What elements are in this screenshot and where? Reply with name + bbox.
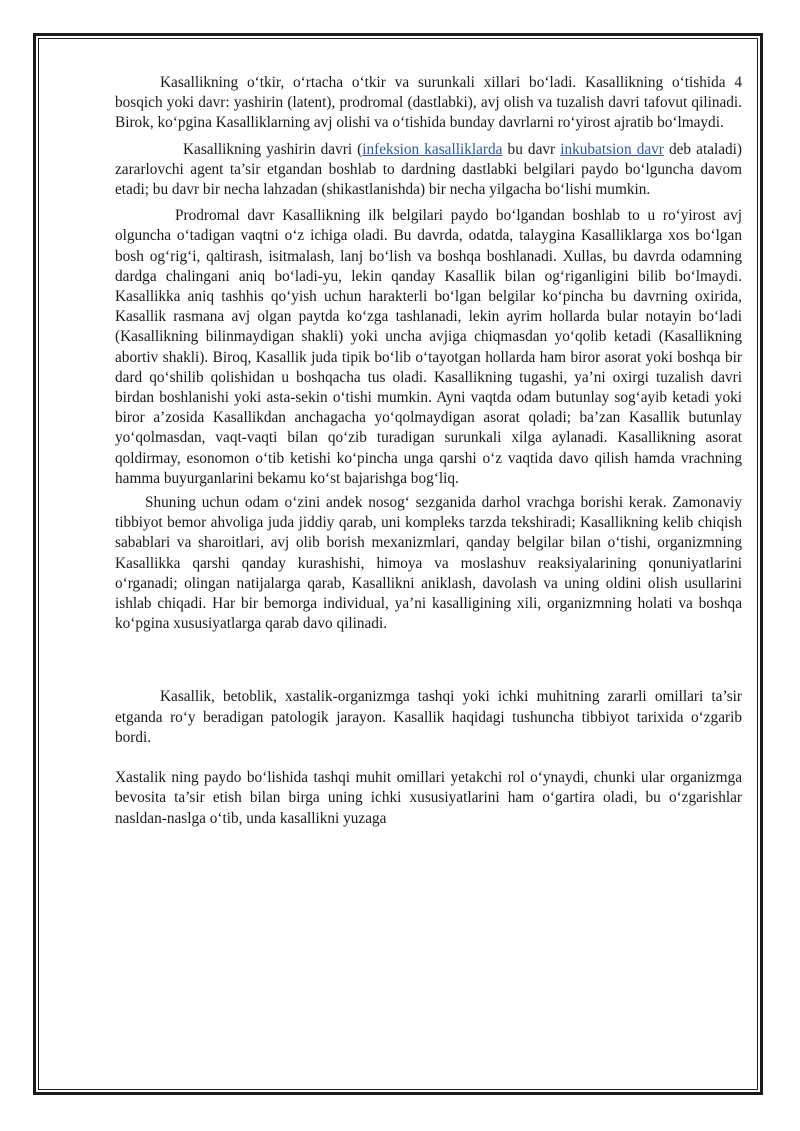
paragraph [115, 140, 742, 201]
paragraph [115, 687, 742, 748]
paragraph-text: deb ataladi) zararlovchi agent ta’sir etgandan boshlab to dardning dastlabki belgilari paydo bo‘lguncha davom etadi; bu davr bir necha lahzadan (shikastlanishda) bir necha yilgacha bo‘lishi mumkin. [115, 140, 743, 199]
link-inkubatsion-davr[interactable]: inkubatsion davr [560, 140, 664, 158]
paragraph-text: bu davr [502, 140, 561, 158]
paragraph-text: Kasallikning o‘tkir, o‘rtacha o‘tkir va surunkali xillari bo‘ladi. Kasallikning o‘tishida 4 bosqich yoki davr: yashirin (latent), prodromal (dastlabki), avj olish va tuzalish davri tafovut qilinadi. Birok, ko‘pgina Kasalliklarning avj olishi va o‘tishida bunday davrlarni ro‘yirost ajratib bo‘lmaydi. [115, 74, 742, 132]
paragraph [115, 73, 742, 134]
paragraph-text: Kasallik, betoblik, xastalik-organizmga tashqi yoki ichki muhitning zararli omillari ta’sir etganda ro‘y beradigan patologik jarayon. Kasallik haqidagi tushuncha tibbiyot tarixida o‘zgarib bordi. [115, 688, 742, 746]
paragraph-text: Shuning uchun odam o‘zini andek nosog‘ sezganida darhol vrachga borishi kerak. Zamonaviy tibbiyot bemor ahvoliga juda jiddiy qarab, uni kompleks tarzda tekshiradi; Kasallikning kelib chiqish sabablari va sharoitlari, avj olib borish mexanizmlari, qanday belgilar bilan o‘tishi, organizmning Kasallikka qarshi qanday kurashishi, himoya va moslashuv reaksiyalarining qonuniyatlarini o‘rganadi; olingan natijalarga qarab, Kasallikni aniklash, davolash va uning oldini olish usullarini ishlab chiqadi. Har bir bemorga individual, ya’ni kasalligining xili, organizmning holati va boshqa ko‘pgina xususiyatlarga qarab davo qilinadi. [115, 494, 742, 633]
paragraph-text: Prodromal davr Kasallikning ilk belgilari paydo bo‘lgandan boshlab to u ro‘yirost avj olguncha o‘tadigan vaqtni o‘z ichiga oladi. Bu davrda, odatda, talaygina Kasalliklarga xos bo‘lgan bosh og‘rig‘i, qaltirash, isitmalash, lanj bo‘lish va boshqa boshlanadi. Xullas, bu davrda odamning dardga chalingani aniq bo‘ladi-yu, lekin qanday Kasallik bilan og‘riganligini bilib bo‘lmaydi. Kasallikka aniq tashhis qo‘yish uchun harakterli bo‘lgan belgilar ko‘pincha bu davrning oxirida, Kasallik rasmana avj olgan paytda ko‘zga tashlanadi, lekin ayrim hollarda bular notayin bo‘ladi (Kasallikning bilinmaydigan shakli) yoki uncha avjiga chiqmasdan yo‘qolib ketadi (Kasallikning abortiv shakli). Biroq, Kasallik juda tipik bo‘lib o‘tayotgan hollarda ham biror asorat yoki boshqa bir dard qo‘shilib qolishidan u boshqacha tus oladi. Kasallikning tugashi, ya’ni oxirgi tuzalish davri birdan boshlanishi yoki asta-sekin o‘tishi mumkin. Ayni vaqtda odam butunlay sog‘ayib ketadi yoki biror a’zosida Kasallikdan anchagacha yo‘qolmaydigan asorat qoladi; ba’zan Kasallik butunlay yo‘qolmasdan, vaqt-vaqti bilan qo‘zib turadigan surunkali xilga aylanadi. Kasallikning asorat qoldirmay, esonomon o‘tib ketishi ko‘pincha unga qarshi o‘z vaqtida davo qilish hamda vrachning hamma buyurganlarini bekamu ko‘st bajarishga bog‘liq. [115, 207, 742, 487]
paragraph-text: Kasallikning yashirin davri ( [183, 140, 363, 158]
document-body [115, 73, 742, 829]
link-infeksion-kasalliklarda[interactable]: infeksion kasalliklarda [362, 140, 503, 158]
paragraph [115, 768, 742, 829]
paragraph-text: Xastalik ning paydo bo‘lishida tashqi muhit omillari yetakchi rol o‘ynaydi, chunki ular organizmga bevosita ta’sir etish bilan birga uning ichki xususiyatlarini ham o‘gartira oladi, bu o‘zgarishlar nasldan-naslga o‘tib, unda kasallikni yuzaga [115, 769, 742, 827]
paragraph [115, 493, 742, 634]
paragraph [115, 206, 742, 489]
